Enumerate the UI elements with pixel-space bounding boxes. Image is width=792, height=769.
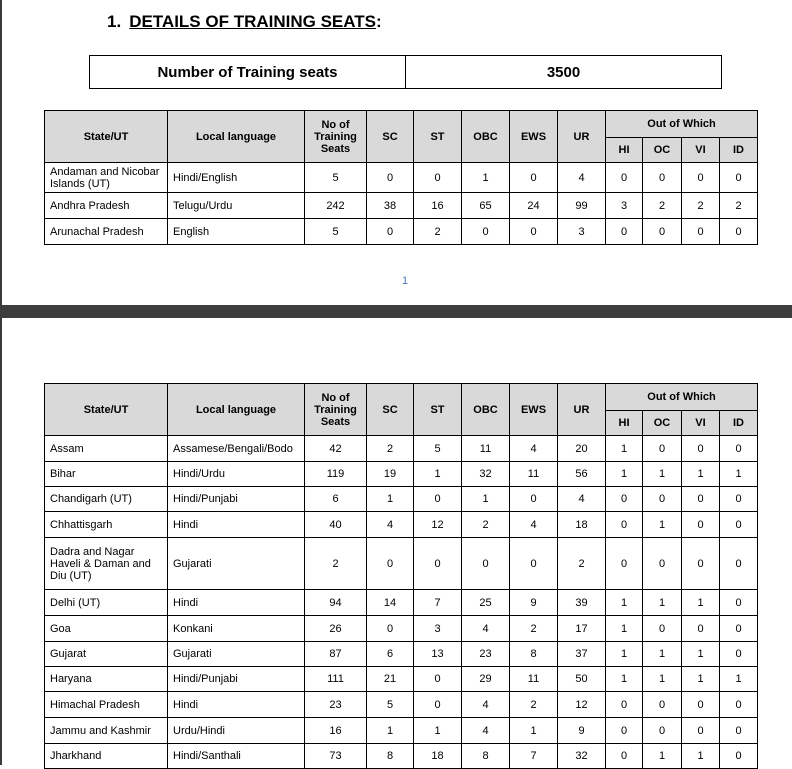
cell-oc: 0 (643, 538, 682, 590)
cell-seats: 42 (305, 436, 367, 462)
cell-id: 0 (720, 642, 758, 667)
cell-vi: 0 (682, 219, 720, 245)
cell-hi: 3 (606, 193, 643, 219)
cell-ews: 1 (510, 718, 558, 744)
table-row (45, 436, 758, 462)
cell-obc: 4 (462, 692, 510, 718)
cell-ur: 4 (558, 163, 606, 193)
cell-language: Urdu/Hindi (168, 718, 305, 744)
cell-st: 0 (414, 163, 462, 193)
table-row (45, 590, 758, 616)
cell-oc: 1 (643, 512, 682, 538)
cell-sc: 0 (367, 163, 414, 193)
cell-ews: 2 (510, 692, 558, 718)
header-vi: VI (682, 410, 720, 436)
header-state: State/UT (45, 384, 168, 436)
cell-st: 0 (414, 667, 462, 692)
cell-sc: 19 (367, 462, 414, 487)
page-number: 1 (402, 275, 409, 287)
cell-id: 0 (720, 487, 758, 512)
table-row (45, 642, 758, 667)
cell-language: Hindi (168, 590, 305, 616)
cell-state: Delhi (UT) (45, 590, 168, 616)
cell-id: 0 (720, 436, 758, 462)
cell-state: Chhattisgarh (45, 512, 168, 538)
cell-id: 0 (720, 616, 758, 642)
summary-label: Number of Training seats (157, 63, 338, 81)
cell-obc: 11 (462, 436, 510, 462)
cell-vi: 0 (682, 692, 720, 718)
header-language: Local language (168, 111, 305, 163)
cell-id: 0 (720, 744, 758, 769)
cell-language: Hindi/Urdu (168, 462, 305, 487)
cell-oc: 0 (643, 436, 682, 462)
cell-oc: 0 (643, 163, 682, 193)
cell-id: 1 (720, 667, 758, 692)
cell-st: 2 (414, 219, 462, 245)
summary-value: 3500 (405, 56, 721, 88)
header-seats: No of Training Seats (305, 111, 367, 163)
cell-language: Hindi/Punjabi (168, 667, 305, 692)
cell-oc: 1 (643, 744, 682, 769)
seats-table-1 (44, 110, 758, 245)
cell-seats: 119 (305, 462, 367, 487)
cell-sc: 14 (367, 590, 414, 616)
cell-language: Hindi (168, 692, 305, 718)
cell-id: 2 (720, 193, 758, 219)
table-row (45, 718, 758, 744)
cell-id: 0 (720, 692, 758, 718)
cell-language: English (168, 219, 305, 245)
cell-ur: 17 (558, 616, 606, 642)
cell-language: Hindi/Punjabi (168, 487, 305, 512)
cell-state: Jharkhand (45, 744, 168, 769)
cell-ur: 18 (558, 512, 606, 538)
cell-state: Andaman and Nicobar Islands (UT) (45, 163, 168, 193)
cell-state: Haryana (45, 667, 168, 692)
cell-oc: 0 (643, 718, 682, 744)
cell-seats: 26 (305, 616, 367, 642)
cell-sc: 2 (367, 436, 414, 462)
cell-state: Himachal Pradesh (45, 692, 168, 718)
cell-vi: 0 (682, 436, 720, 462)
cell-vi: 1 (682, 744, 720, 769)
cell-obc: 4 (462, 718, 510, 744)
cell-id: 0 (720, 163, 758, 193)
cell-hi: 1 (606, 590, 643, 616)
cell-obc: 25 (462, 590, 510, 616)
cell-obc: 23 (462, 642, 510, 667)
cell-state: Goa (45, 616, 168, 642)
cell-st: 1 (414, 718, 462, 744)
cell-vi: 0 (682, 512, 720, 538)
header-id: ID (720, 137, 758, 163)
cell-id: 1 (720, 462, 758, 487)
cell-language: Hindi/English (168, 163, 305, 193)
table-row (45, 193, 758, 219)
cell-oc: 0 (643, 219, 682, 245)
cell-sc: 1 (367, 718, 414, 744)
cell-oc: 0 (643, 487, 682, 512)
table-row (45, 538, 758, 590)
page-separator (0, 305, 792, 318)
section-heading (107, 12, 382, 32)
cell-vi: 0 (682, 163, 720, 193)
cell-ur: 32 (558, 744, 606, 769)
header-hi: HI (606, 137, 643, 163)
section-colon: : (376, 12, 382, 31)
cell-sc: 0 (367, 538, 414, 590)
cell-language: Telugu/Urdu (168, 193, 305, 219)
cell-ews: 11 (510, 462, 558, 487)
cell-oc: 2 (643, 193, 682, 219)
cell-st: 5 (414, 436, 462, 462)
cell-state: Arunachal Pradesh (45, 219, 168, 245)
cell-seats: 5 (305, 163, 367, 193)
cell-ews: 24 (510, 193, 558, 219)
header-sc: SC (367, 111, 414, 163)
cell-language: Assamese/Bengali/Bodo (168, 436, 305, 462)
cell-ews: 2 (510, 616, 558, 642)
cell-oc: 1 (643, 590, 682, 616)
section-number: 1. (107, 12, 122, 31)
cell-seats: 2 (305, 538, 367, 590)
cell-vi: 1 (682, 462, 720, 487)
cell-state: Dadra and Nagar Haveli & Daman and Diu (UT) (45, 538, 168, 590)
cell-obc: 0 (462, 219, 510, 245)
cell-hi: 1 (606, 667, 643, 692)
header-ews: EWS (510, 111, 558, 163)
cell-hi: 1 (606, 616, 643, 642)
cell-seats: 23 (305, 692, 367, 718)
cell-ews: 11 (510, 667, 558, 692)
cell-state: Chandigarh (UT) (45, 487, 168, 512)
cell-ews: 7 (510, 744, 558, 769)
cell-vi: 1 (682, 667, 720, 692)
header-ur: UR (558, 111, 606, 163)
header-oc: OC (643, 410, 682, 436)
cell-obc: 32 (462, 462, 510, 487)
header-id: ID (720, 410, 758, 436)
cell-language: Hindi/Santhali (168, 744, 305, 769)
cell-id: 0 (720, 538, 758, 590)
table-row (45, 487, 758, 512)
cell-hi: 0 (606, 163, 643, 193)
cell-st: 16 (414, 193, 462, 219)
cell-hi: 0 (606, 512, 643, 538)
header-ur: UR (558, 384, 606, 436)
cell-st: 0 (414, 487, 462, 512)
cell-vi: 0 (682, 718, 720, 744)
cell-vi: 2 (682, 193, 720, 219)
cell-obc: 0 (462, 538, 510, 590)
cell-hi: 0 (606, 692, 643, 718)
header-language: Local language (168, 384, 305, 436)
cell-sc: 0 (367, 219, 414, 245)
cell-sc: 0 (367, 616, 414, 642)
cell-vi: 0 (682, 538, 720, 590)
header-sc: SC (367, 384, 414, 436)
header-state: State/UT (45, 111, 168, 163)
cell-st: 3 (414, 616, 462, 642)
cell-seats: 111 (305, 667, 367, 692)
cell-state: Gujarat (45, 642, 168, 667)
cell-state: Bihar (45, 462, 168, 487)
header-out-of-which: Out of Which (606, 384, 758, 411)
cell-obc: 8 (462, 744, 510, 769)
cell-language: Konkani (168, 616, 305, 642)
cell-id: 0 (720, 590, 758, 616)
cell-ur: 37 (558, 642, 606, 667)
cell-st: 7 (414, 590, 462, 616)
cell-obc: 1 (462, 487, 510, 512)
cell-ur: 4 (558, 487, 606, 512)
cell-st: 12 (414, 512, 462, 538)
cell-seats: 94 (305, 590, 367, 616)
cell-sc: 6 (367, 642, 414, 667)
cell-id: 0 (720, 718, 758, 744)
cell-id: 0 (720, 219, 758, 245)
section-title: DETAILS OF TRAINING SEATS (129, 12, 377, 31)
cell-language: Hindi (168, 512, 305, 538)
cell-sc: 4 (367, 512, 414, 538)
cell-language: Gujarati (168, 642, 305, 667)
cell-sc: 38 (367, 193, 414, 219)
cell-ews: 0 (510, 163, 558, 193)
table-row (45, 512, 758, 538)
cell-obc: 1 (462, 163, 510, 193)
header-seats: No of Training Seats (305, 384, 367, 436)
cell-ews: 0 (510, 487, 558, 512)
cell-seats: 87 (305, 642, 367, 667)
header-out-of-which: Out of Which (606, 111, 758, 138)
cell-hi: 0 (606, 487, 643, 512)
cell-hi: 0 (606, 219, 643, 245)
cell-seats: 40 (305, 512, 367, 538)
page-1 (0, 0, 792, 305)
cell-id: 0 (720, 512, 758, 538)
table-row (45, 667, 758, 692)
cell-oc: 0 (643, 692, 682, 718)
cell-obc: 2 (462, 512, 510, 538)
cell-hi: 1 (606, 462, 643, 487)
cell-vi: 0 (682, 616, 720, 642)
header-obc: OBC (462, 111, 510, 163)
cell-st: 13 (414, 642, 462, 667)
cell-ews: 4 (510, 436, 558, 462)
cell-st: 0 (414, 538, 462, 590)
cell-obc: 4 (462, 616, 510, 642)
cell-ews: 4 (510, 512, 558, 538)
training-seats-summary (89, 55, 722, 89)
cell-ur: 3 (558, 219, 606, 245)
table-row (45, 616, 758, 642)
cell-ews: 0 (510, 538, 558, 590)
cell-ur: 56 (558, 462, 606, 487)
cell-ur: 50 (558, 667, 606, 692)
cell-oc: 0 (643, 616, 682, 642)
cell-oc: 1 (643, 667, 682, 692)
cell-hi: 1 (606, 642, 643, 667)
table-row (45, 219, 758, 245)
cell-sc: 21 (367, 667, 414, 692)
cell-state: Andhra Pradesh (45, 193, 168, 219)
cell-ur: 39 (558, 590, 606, 616)
seats-table-2 (44, 383, 758, 769)
cell-ur: 12 (558, 692, 606, 718)
cell-ur: 99 (558, 193, 606, 219)
cell-vi: 1 (682, 590, 720, 616)
cell-sc: 8 (367, 744, 414, 769)
cell-st: 1 (414, 462, 462, 487)
cell-seats: 6 (305, 487, 367, 512)
cell-hi: 0 (606, 538, 643, 590)
cell-ur: 20 (558, 436, 606, 462)
cell-ews: 8 (510, 642, 558, 667)
cell-oc: 1 (643, 462, 682, 487)
cell-state: Jammu and Kashmir (45, 718, 168, 744)
cell-sc: 5 (367, 692, 414, 718)
page-2 (0, 318, 792, 765)
header-st: ST (414, 111, 462, 163)
cell-seats: 16 (305, 718, 367, 744)
cell-seats: 5 (305, 219, 367, 245)
cell-st: 18 (414, 744, 462, 769)
cell-vi: 0 (682, 487, 720, 512)
table-row (45, 462, 758, 487)
cell-st: 0 (414, 692, 462, 718)
header-oc: OC (643, 137, 682, 163)
cell-seats: 73 (305, 744, 367, 769)
cell-ur: 2 (558, 538, 606, 590)
cell-hi: 0 (606, 718, 643, 744)
cell-state: Assam (45, 436, 168, 462)
table-row (45, 163, 758, 193)
cell-obc: 65 (462, 193, 510, 219)
cell-obc: 29 (462, 667, 510, 692)
header-ews: EWS (510, 384, 558, 436)
header-hi: HI (606, 410, 643, 436)
cell-hi: 1 (606, 436, 643, 462)
header-vi: VI (682, 137, 720, 163)
cell-ews: 0 (510, 219, 558, 245)
cell-hi: 0 (606, 744, 643, 769)
cell-ews: 9 (510, 590, 558, 616)
header-obc: OBC (462, 384, 510, 436)
cell-vi: 1 (682, 642, 720, 667)
cell-ur: 9 (558, 718, 606, 744)
header-st: ST (414, 384, 462, 436)
cell-sc: 1 (367, 487, 414, 512)
table-row (45, 692, 758, 718)
cell-seats: 242 (305, 193, 367, 219)
cell-language: Gujarati (168, 538, 305, 590)
cell-oc: 1 (643, 642, 682, 667)
